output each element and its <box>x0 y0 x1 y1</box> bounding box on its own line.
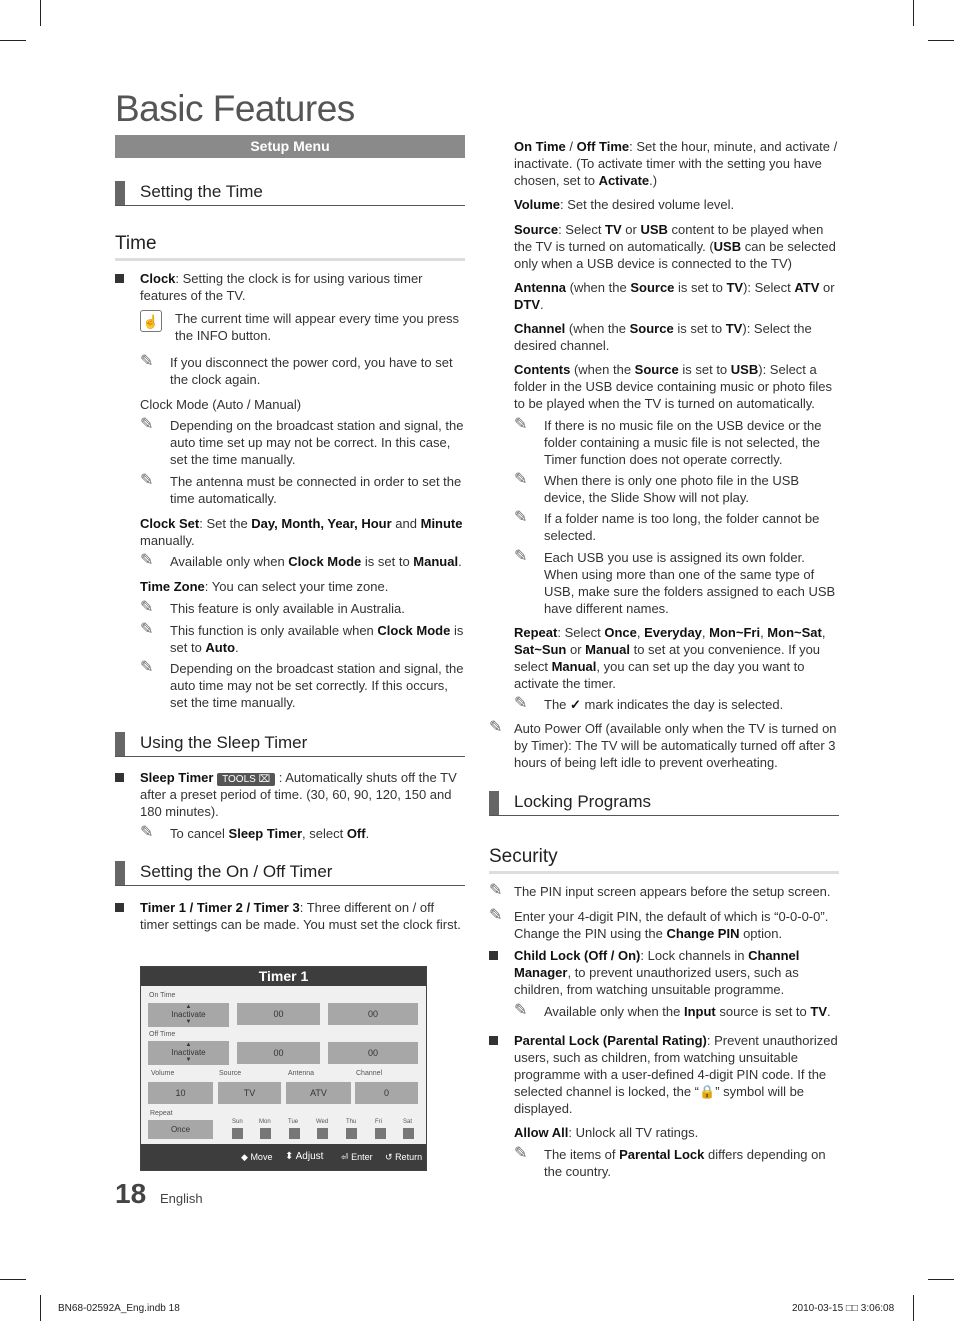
pencil-icon: ✎ <box>140 621 154 638</box>
crop-mark <box>0 1279 26 1280</box>
pencil-icon: ✎ <box>514 1002 528 1019</box>
clock-item: Clock: Setting the clock is for using various timer features of the TV. <box>115 270 465 304</box>
time-zone-text: Time Zone: You can select your time zone. <box>140 579 389 594</box>
pencil-icon: ✎ <box>140 552 154 569</box>
day-checkbox[interactable] <box>317 1128 328 1139</box>
child-lock-item: Child Lock (Off / On): Lock channels in Channel Manager, to prevent unauthorized users, such as children, from watching unsuitable programme. <box>489 947 839 998</box>
enter-hint: ⏎ Enter <box>341 1152 373 1162</box>
day-label: Fri <box>375 1119 382 1125</box>
day-label: Mon <box>259 1119 271 1125</box>
note: ✎ If there is no music file on the USB device or the folder containing a music file is not selected, the Timer function does not operate correctly. <box>514 416 822 467</box>
repeat-label: Repeat <box>150 1110 173 1117</box>
day-checkbox[interactable] <box>375 1128 386 1139</box>
day-label: Tue <box>288 1119 299 1125</box>
timer-osd-panel <box>140 966 427 1171</box>
pencil-icon: ✎ <box>140 472 154 489</box>
note: ✎ If you disconnect the power cord, you have to set the clock again. <box>140 353 453 387</box>
pencil-icon: ✎ <box>489 907 503 924</box>
channel-text: Channel (when the Source is set to TV): Select the desired channel. <box>514 321 812 353</box>
hand-icon: ☝ <box>140 310 162 332</box>
subheading-on-off-timer: Setting the On / Off Timer <box>115 861 465 886</box>
day-label: Wed <box>316 1119 329 1125</box>
note: ✎ The antenna must be connected in order to set the time automatically. <box>140 472 462 506</box>
repeat-text: Repeat: Select Once, Everyday, Mon~Fri, Mon~Sat, Sat~Sun or Manual to set at you convenience. If you select Manual, you can set up the day you want to activate the timer. <box>514 625 826 691</box>
auto-power-off-note: ✎ Auto Power Off (available only when the TV is turned on by Timer): The TV will be automatically turned off after 3 hours of being left idle to prevent overheating. <box>489 719 837 770</box>
day-label: Thu <box>346 1119 357 1125</box>
pencil-icon: ✎ <box>140 659 154 676</box>
note: ✎ Available only when Clock Mode is set to Manual. <box>140 552 462 569</box>
volume-label: Volume <box>151 1070 175 1077</box>
note: ✎ Available only when the Input source is set to TV. <box>514 1002 831 1019</box>
on-time-label: On Time <box>149 992 176 999</box>
timer-osd-footer <box>141 1144 426 1170</box>
left-right-arrow-icon: ◆ <box>241 1152 248 1162</box>
source-field[interactable]: TV <box>218 1082 281 1104</box>
off-time-select[interactable]: ▲ Inactivate ▼ <box>148 1041 229 1065</box>
day-checkbox[interactable] <box>289 1128 300 1139</box>
source-label: Source <box>219 1070 242 1077</box>
timer-osd-title: Timer 1 <box>141 967 426 986</box>
crop-mark <box>0 40 26 41</box>
antenna-label: Antenna <box>288 1070 315 1077</box>
timer-item: Timer 1 / Timer 2 / Timer 3: Three different on / off timer settings can be made. You must set the clock first. <box>115 899 465 933</box>
pencil-icon: ✎ <box>140 824 154 841</box>
pencil-icon: ✎ <box>140 353 154 370</box>
page-title: Basic Features <box>115 88 355 129</box>
day-label: Sun <box>232 1119 243 1125</box>
subheading-setting-time: Setting the Time <box>115 181 465 206</box>
day-checkbox[interactable] <box>403 1128 414 1139</box>
repeat-field[interactable]: Once <box>148 1120 213 1139</box>
on-hour-field[interactable]: 00 <box>237 1003 320 1025</box>
parental-lock-item: Parental Lock (Parental Rating): Prevent unauthorized users, such as children, from watching unsuitable programme with a user-defined 4-digit PIN code. If the selected channel is locked, the “🔒” symbol will be displayed. <box>489 1032 839 1117</box>
crop-mark <box>928 40 954 41</box>
pencil-icon: ✎ <box>514 1145 528 1162</box>
pencil-icon: ✎ <box>514 548 528 565</box>
up-down-arrow-icon: ⬍ <box>285 1151 294 1162</box>
note: ✎ Each USB you use is assigned its own folder. When using more than one of the same type of USB, make sure the folders assigned to each USB have different names. <box>514 548 836 616</box>
channel-label: Channel <box>356 1070 383 1077</box>
pencil-icon: ✎ <box>514 471 528 488</box>
info-note: ☝ The current time will appear every time you press the INFO button. <box>140 310 465 344</box>
setup-menu-bar: Setup Menu <box>115 135 465 158</box>
day-checkbox[interactable] <box>260 1128 271 1139</box>
checkmark-icon: ✓ <box>570 697 581 712</box>
antenna-text: Antenna (when the Source is set to TV): Select ATV or DTV. <box>514 280 835 312</box>
allow-all-text: Allow All: Unlock all TV ratings. <box>514 1125 699 1140</box>
lock-icon: 🔒 <box>699 1084 716 1099</box>
arrow-up-icon: ▲ <box>185 1042 192 1048</box>
note: ✎ To cancel Sleep Timer, select Off. <box>140 824 370 841</box>
note: ✎ Depending on the broadcast station and signal, the auto time set up may not be correct. In this case, set the time manually. <box>140 416 464 467</box>
pencil-icon: ✎ <box>489 719 503 736</box>
pencil-icon: ✎ <box>514 695 528 712</box>
off-minute-field[interactable]: 00 <box>328 1042 418 1064</box>
heading-security: Security <box>489 845 839 874</box>
day-checkbox[interactable] <box>232 1128 243 1139</box>
sleep-timer-item: Sleep Timer TOOLS ⌧ : Automatically shuts off the TV after a preset period of time. (30, 60, 90, 120, 150 and 180 minutes). <box>115 769 465 820</box>
subheading-locking-programs: Locking Programs <box>489 791 839 816</box>
note: ✎ This feature is only available in Australia. <box>140 599 405 616</box>
pencil-icon: ✎ <box>140 416 154 433</box>
pencil-icon: ✎ <box>514 509 528 526</box>
print-file-info: BN68-02592A_Eng.indb 18 <box>58 1303 180 1314</box>
clock-mode-label: Clock Mode (Auto / Manual) <box>140 397 302 412</box>
pencil-icon: ✎ <box>140 599 154 616</box>
pencil-icon: ✎ <box>514 416 528 433</box>
print-timestamp: 2010-03-15 □□ 3:06:08 <box>792 1303 895 1314</box>
crop-mark <box>913 1295 914 1321</box>
note: ✎ The items of Parental Lock differs depending on the country. <box>514 1145 826 1179</box>
adjust-hint: ⬍ Adjust <box>285 1151 324 1162</box>
note: ✎ If a folder name is too long, the folder cannot be selected. <box>514 509 820 543</box>
on-time-select[interactable]: ▲ Inactivate ▼ <box>148 1003 229 1027</box>
contents-text: Contents (when the Source is set to USB): Select a folder in the USB device containing music or photo files to be played when the TV is turned on automatically. <box>514 362 832 411</box>
note: ✎ When there is only one photo file in the USB device, the Slide Show will not play. <box>514 471 800 505</box>
note: ✎ This function is only available when Clock Mode is set to Auto. <box>140 621 464 655</box>
return-hint: ↺ Return <box>385 1152 423 1162</box>
crop-mark <box>928 1279 954 1280</box>
left-column <box>115 135 465 933</box>
off-time-label: Off Time <box>149 1031 176 1038</box>
arrow-down-icon: ▼ <box>185 1019 192 1025</box>
note: ✎ The ✓ mark indicates the day is selected. <box>514 695 784 712</box>
heading-time: Time <box>115 232 465 261</box>
crop-mark <box>913 0 914 26</box>
crop-mark <box>40 0 41 26</box>
note: ✎ The PIN input screen appears before the setup screen. <box>489 882 831 899</box>
on-time-text: On Time / Off Time: Set the hour, minute, and activate / inactivate. (To activate timer with the setting you have chosen, set to Activate.) <box>514 139 838 188</box>
arrow-up-icon: ▲ <box>185 1004 192 1010</box>
return-icon: ↺ <box>385 1152 393 1162</box>
page-number: 18 <box>115 1178 147 1209</box>
note: ✎ Enter your 4-digit PIN, the default of which is “0-0-0-0”. Change the PIN using the Change PIN option. <box>489 907 829 941</box>
page-language: English <box>160 1191 203 1206</box>
enter-icon: ⏎ <box>341 1152 349 1162</box>
channel-field[interactable]: 0 <box>355 1082 418 1104</box>
day-label: Sat <box>403 1119 413 1125</box>
tools-badge: TOOLS ⌧ <box>217 773 275 786</box>
subheading-sleep-timer: Using the Sleep Timer <box>115 732 465 757</box>
off-hour-field[interactable]: 00 <box>237 1042 320 1064</box>
note: ✎ Depending on the broadcast station and signal, the auto time may not be set correctly. If this occurs, set the time manually. <box>140 659 464 710</box>
volume-text: Volume: Set the desired volume level. <box>514 197 735 212</box>
crop-mark <box>40 1295 41 1321</box>
pencil-icon: ✎ <box>489 882 503 899</box>
antenna-field[interactable]: ATV <box>286 1082 351 1104</box>
day-checkbox[interactable] <box>346 1128 357 1139</box>
volume-field[interactable]: 10 <box>148 1082 213 1104</box>
move-hint: ◆ Move <box>241 1152 273 1162</box>
arrow-down-icon: ▼ <box>185 1057 192 1063</box>
on-minute-field[interactable]: 00 <box>328 1003 418 1025</box>
right-column <box>489 138 839 1180</box>
source-text: Source: Select TV or USB content to be played when the TV is turned on automatically. (USB can be selected only when a USB device is connected to the TV) <box>514 222 836 271</box>
clock-set-text: Clock Set: Set the Day, Month, Year, Hour and Minute manually. <box>140 516 463 548</box>
